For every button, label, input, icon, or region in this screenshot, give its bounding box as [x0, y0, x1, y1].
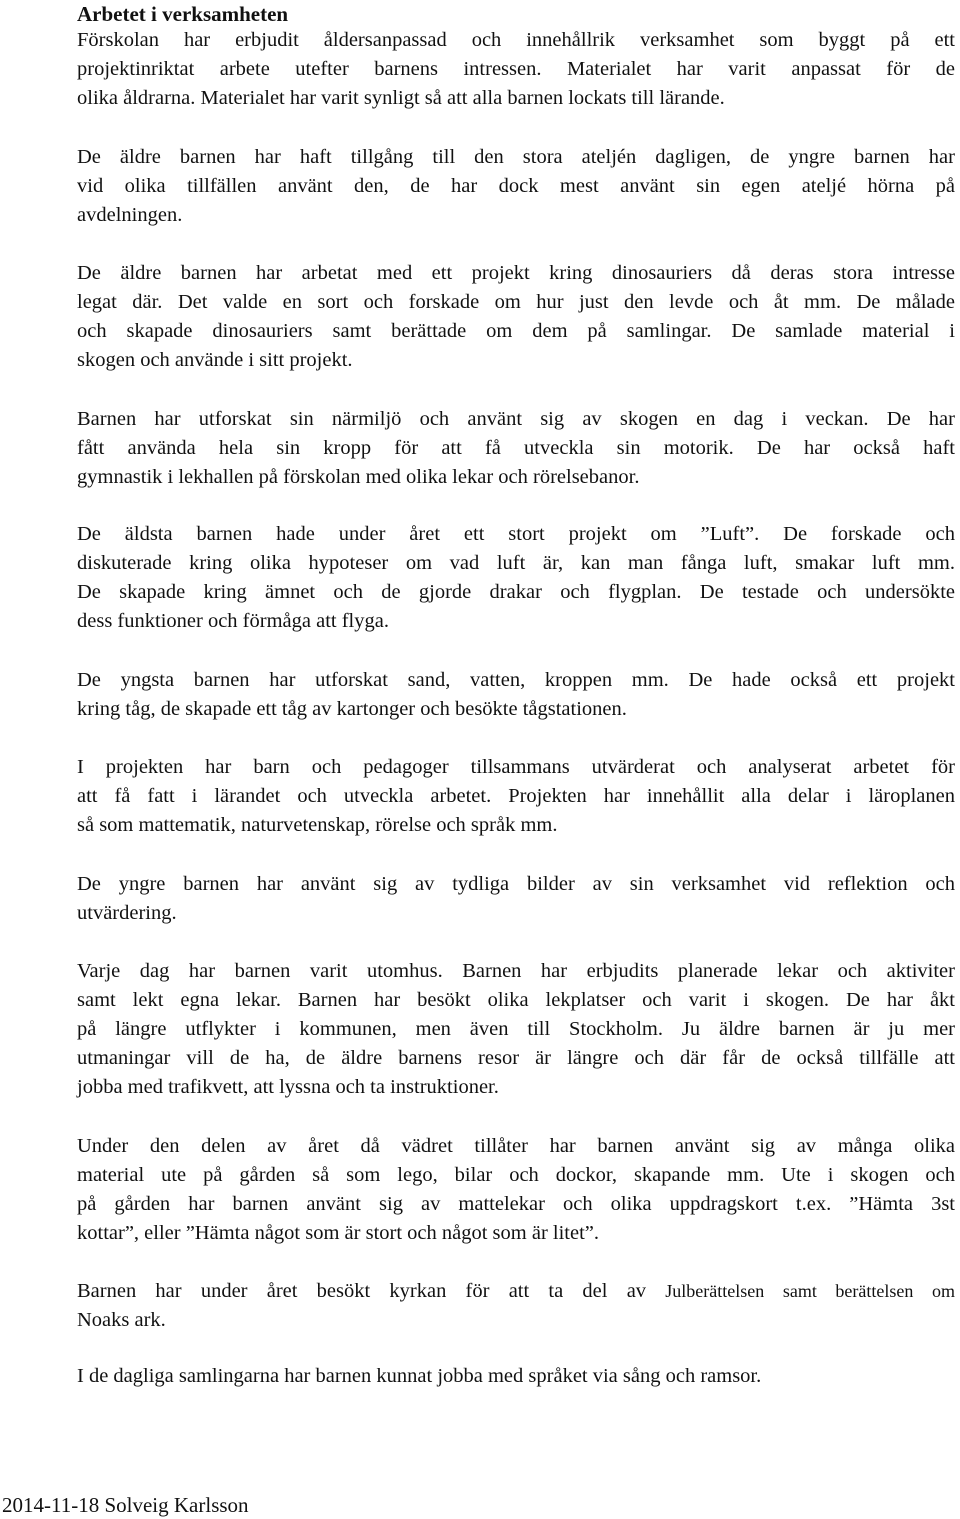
paragraph-4: [77, 405, 955, 492]
paragraph-line: vid olika tillfällen använt den, de har dock mest använt sin egen ateljé hörna på: [77, 175, 955, 197]
paragraph-text-small: Julberättelsen samt berättelsen om: [665, 1281, 955, 1301]
paragraph-line: De äldsta barnen hade under året ett stort projekt om ”Luft”. De forskade och: [77, 523, 955, 545]
paragraph-10: [77, 1132, 955, 1248]
paragraph-line: olika åldrarna. Materialet har varit synligt så att alla barnen lockats till lärande.: [77, 87, 725, 109]
paragraph-7: [77, 753, 955, 840]
paragraph-line: utmaningar vill de ha, de äldre barnens resor är längre och där får de också tillfälle att: [77, 1047, 955, 1069]
paragraph-line: avdelningen.: [77, 204, 183, 226]
paragraph-line: Under den delen av året då vädret tillåter har barnen använt sig av många olika: [77, 1135, 955, 1157]
section-heading: Arbetet i verksamheten: [77, 2, 289, 26]
paragraph-line: utvärdering.: [77, 902, 177, 924]
paragraph-line: Varje dag har barnen varit utomhus. Barnen har erbjudits planerade lekar och aktiviter: [77, 960, 955, 982]
paragraph-line: på gården har barnen använt sig av mattelekar och olika uppdragskort t.ex. ”Hämta 3st: [77, 1193, 955, 1215]
paragraph-line: kottar”, eller ”Hämta något som är stort och något som är litet”.: [77, 1222, 600, 1244]
paragraph-line: jobba med trafikvett, att lyssna och ta instruktioner.: [77, 1076, 499, 1098]
paragraph-line: Noaks ark.: [77, 1309, 166, 1331]
paragraph-text: Barnen har under året besökt kyrkan för att ta del av: [77, 1280, 666, 1302]
paragraph-line: samt lekt egna lekar. Barnen har besökt olika lekplatser och varit i skogen. De har åkt: [77, 989, 955, 1011]
paragraph-line: på längre utflykter i kommunen, men även till Stockholm. Ju äldre barnen är ju mer: [77, 1018, 955, 1040]
paragraph-11: [77, 1277, 955, 1335]
paragraph-5: [77, 520, 955, 636]
paragraph-line: gymnastik i lekhallen på förskolan med olika lekar och rörelsebanor.: [77, 466, 640, 488]
footer-date-author: 2014-11-18 Solveig Karlsson: [2, 1493, 249, 1517]
paragraph-line: legat där. Det valde en sort och forskade om hur just den levde och åt mm. De målade: [77, 291, 955, 313]
paragraph-line: att få fatt i lärandet och utveckla arbetet. Projekten har innehållit alla delar i läroplanen: [77, 785, 955, 807]
paragraph-1: [77, 26, 955, 113]
paragraph-line: material ute på gården så som lego, bilar och dockor, skapande mm. Ute i skogen och: [77, 1164, 955, 1186]
paragraph-8: [77, 870, 955, 928]
paragraph-line: skogen och använde i sitt projekt.: [77, 349, 353, 371]
paragraph-line: och skapade dinosauriers samt berättade om dem på samlingar. De samlade material i: [77, 320, 955, 342]
paragraph-line: så som mattematik, naturvetenskap, rörelse och språk mm.: [77, 814, 558, 836]
paragraph-line: De yngsta barnen har utforskat sand, vatten, kroppen mm. De hade också ett projekt: [77, 669, 955, 691]
paragraph-line: I de dagliga samlingarna har barnen kunnat jobba med språket via sång och ramsor.: [77, 1365, 762, 1387]
paragraph-line: I projekten har barn och pedagoger tillsammans utvärderat och analyserat arbetet för: [77, 756, 955, 778]
paragraph-2: [77, 143, 955, 230]
paragraph-line: kring tåg, de skapade ett tåg av kartonger och besökte tågstationen.: [77, 698, 627, 720]
paragraph-line: diskuterade kring olika hypoteser om vad luft är, kan man fånga luft, smakar luft mm.: [77, 552, 955, 574]
paragraph-3: [77, 259, 955, 375]
paragraph-line: Barnen har utforskat sin närmiljö och använt sig av skogen en dag i veckan. De har: [77, 408, 955, 430]
paragraph-line: Förskolan har erbjudit åldersanpassad och innehållrik verksamhet som byggt på ett: [77, 29, 955, 51]
paragraph-line: De äldre barnen har arbetat med ett projekt kring dinosauriers då deras stora intresse: [77, 262, 955, 284]
paragraph-line: projektinriktat arbete utefter barnens intressen. Materialet har varit anpassat för de: [77, 58, 955, 80]
paragraph-9: [77, 957, 955, 1102]
paragraph-6: [77, 666, 955, 724]
paragraph-line: De yngre barnen har använt sig av tydliga bilder av sin verksamhet vid reflektion och: [77, 873, 955, 895]
paragraph-line: dess funktioner och förmåga att flyga.: [77, 610, 389, 632]
paragraph-line: De äldre barnen har haft tillgång till den stora ateljén dagligen, de yngre barnen har: [77, 146, 955, 168]
paragraph-12: [77, 1362, 955, 1391]
paragraph-line: De skapade kring ämnet och de gjorde drakar och flygplan. De testade och undersökte: [77, 581, 955, 603]
paragraph-line: fått använda hela sin kropp för att få utveckla sin motorik. De har också haft: [77, 437, 955, 459]
paragraph-line: [77, 1277, 955, 1306]
